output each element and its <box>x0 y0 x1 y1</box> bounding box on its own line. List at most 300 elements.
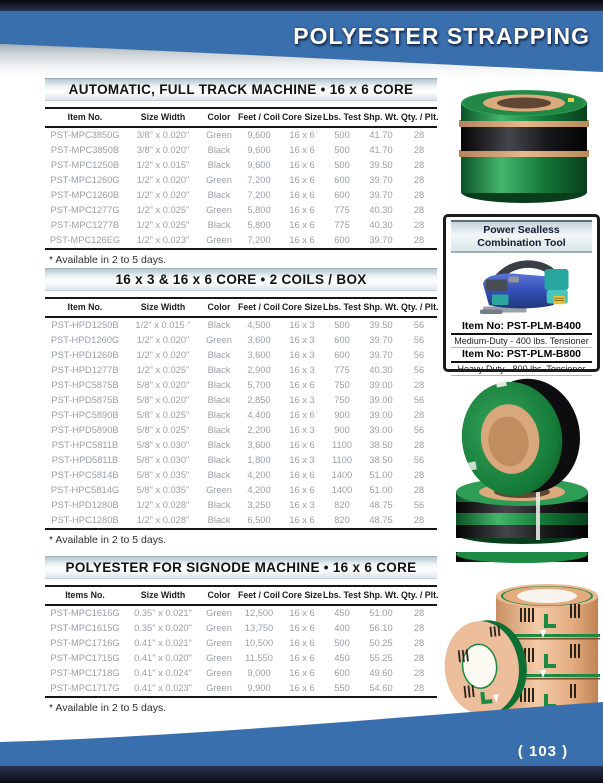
table-row <box>45 498 437 513</box>
table-cell: 820 <box>334 500 350 510</box>
table-cell: 28 <box>413 623 425 633</box>
table-cell: 5/8" x 0.035" <box>136 470 190 480</box>
table-cell: 600 <box>334 350 350 360</box>
table-cell: 39.00 <box>369 425 393 435</box>
table-cell: PST-HPD1260B <box>51 350 119 360</box>
table-cell: 3,250 <box>247 500 271 510</box>
table-cell: 900 <box>334 410 350 420</box>
column-header: Lbs. Test <box>323 302 361 312</box>
table-cell: PST-MPC1250B <box>50 160 120 170</box>
table-cell: 16 x 6 <box>289 608 315 618</box>
table-cell: 1100 <box>332 455 352 465</box>
table-cell: Black <box>207 320 231 330</box>
table-cell: 0.41" x 0.024" <box>134 668 192 678</box>
table-cell: Black <box>207 350 231 360</box>
table-cell: Black <box>207 380 231 390</box>
table-cell: 600 <box>334 668 350 678</box>
tool-promo-box <box>443 214 600 372</box>
table-cell: 28 <box>413 205 425 215</box>
table-cell: 1/2" x 0.028" <box>136 515 190 525</box>
table-cell: 1/2" x 0.020" <box>136 335 190 345</box>
table-cell: 7,200 <box>247 190 271 200</box>
table-cell: 1/2" x 0.028" <box>136 500 190 510</box>
table-cell: 56 <box>413 335 425 345</box>
table-cell: 2,200 <box>247 425 271 435</box>
table-cell: 39.50 <box>369 160 393 170</box>
table-cell: Black <box>207 395 231 405</box>
table-cell: 16 x 6 <box>289 175 315 185</box>
table-cell: 16 x 6 <box>289 220 315 230</box>
table-cell: 16 x 3 <box>289 320 315 330</box>
column-header: Size Width <box>140 112 186 122</box>
table-cell: 16 x 6 <box>289 190 315 200</box>
table-cell: 28 <box>413 175 425 185</box>
table-cell: 39.00 <box>369 410 393 420</box>
table-cell: 39.00 <box>369 380 393 390</box>
table-row <box>45 378 437 393</box>
table-row <box>45 363 437 378</box>
table-cell: 50.25 <box>369 638 393 648</box>
column-header: Core Size <box>281 112 323 122</box>
table-row <box>45 453 437 468</box>
table-cell: 1100 <box>332 440 352 450</box>
table-cell: 820 <box>334 515 350 525</box>
table-cell: 500 <box>334 638 350 648</box>
table-row <box>45 621 437 636</box>
table-row <box>45 666 437 681</box>
table-cell: 56 <box>413 425 425 435</box>
table-row <box>45 143 437 158</box>
tool-title <box>451 220 592 253</box>
table-row <box>45 681 437 696</box>
table-cell: 5/8" x 0.020" <box>136 395 190 405</box>
table-signode-machine <box>45 556 437 714</box>
table-cell: 28 <box>413 145 425 155</box>
table-cell: 16 x 6 <box>289 145 315 155</box>
table-cell: Green <box>206 485 232 495</box>
table-cell: 600 <box>334 235 350 245</box>
table-cell: 56 <box>413 455 425 465</box>
table-cell: 28 <box>413 220 425 230</box>
column-header: Size Width <box>140 590 186 600</box>
table-row <box>45 233 437 248</box>
table-cell: 750 <box>334 395 350 405</box>
table-cell: 56 <box>413 350 425 360</box>
availability-note: * Available in 2 to 5 days. <box>49 254 167 266</box>
table-cell: 5,800 <box>247 220 271 230</box>
table-grid <box>45 107 437 250</box>
table-cell: 3,600 <box>247 440 271 450</box>
table-cell: 39.70 <box>369 350 393 360</box>
table-cell: 0.35" x 0.020" <box>134 623 192 633</box>
column-header: Qty. / Plt. <box>401 302 439 312</box>
table-cell: 56 <box>413 365 425 375</box>
table-cell: 16 x 3 <box>289 425 315 435</box>
table-header-row <box>45 297 437 318</box>
table-cell: PST-MPC1616G <box>50 608 120 618</box>
table-cell: 750 <box>334 380 350 390</box>
table-cell: 775 <box>334 365 350 375</box>
table-cell: Black <box>207 500 231 510</box>
table-cell: 500 <box>334 320 350 330</box>
table-cell: 16 x 6 <box>289 668 315 678</box>
table-cell: 40.30 <box>369 365 393 375</box>
table-cell: 28 <box>413 130 425 140</box>
table-cell: Green <box>206 683 232 693</box>
table-cell: Black <box>207 145 231 155</box>
table-cell: 39.70 <box>369 235 393 245</box>
availability-note: * Available in 2 to 5 days. <box>49 534 167 546</box>
table-cell: Black <box>207 515 231 525</box>
table-row <box>45 333 437 348</box>
table-cell: 56 <box>413 395 425 405</box>
table-cell: 16 x 3 <box>289 365 315 375</box>
table-cell: 10,500 <box>244 638 274 648</box>
table-cell: 39.70 <box>369 190 393 200</box>
table-cell: 4,500 <box>247 320 271 330</box>
table-cell: 400 <box>334 623 350 633</box>
table-cell: 48.75 <box>369 515 393 525</box>
table-cell: 2,900 <box>247 365 271 375</box>
table-cell: 16 x 6 <box>289 653 315 663</box>
table-cell: 1/2" x 0.020" <box>136 190 190 200</box>
table-cell: 500 <box>334 160 350 170</box>
table-cell: 16 x 3 <box>289 350 315 360</box>
table-row <box>45 513 437 528</box>
table-cell: 16 x 6 <box>289 205 315 215</box>
table-cell: 1400 <box>331 470 353 480</box>
table-cell: PST-MPC1260G <box>50 175 120 185</box>
coil-upright-photo <box>436 374 600 546</box>
table-cell: 16 x 6 <box>289 638 315 648</box>
table-cell: 0.41" x 0.023" <box>134 683 192 693</box>
table-cell: PST-MPC1716G <box>50 638 120 648</box>
table-cell: 13,750 <box>244 623 274 633</box>
table-cell: PST-MPC1615G <box>50 623 120 633</box>
column-header: Item No. <box>67 112 103 122</box>
table-cell: 28 <box>413 380 425 390</box>
table-cell: 16 x 6 <box>289 515 315 525</box>
tool-desc-b400: Medium-Duty - 400 lbs. Tensioner <box>451 335 592 348</box>
table-row <box>45 318 437 333</box>
page-title: POLYESTER STRAPPING <box>293 23 590 49</box>
table-cell: 51.00 <box>369 485 393 495</box>
column-header: Shp. Wt. <box>363 302 399 312</box>
table-cell: 9,600 <box>247 130 271 140</box>
column-header: Items No. <box>65 590 105 600</box>
table-header-row <box>45 107 437 128</box>
availability-note: * Available in 2 to 5 days. <box>49 702 167 714</box>
table-row <box>45 218 437 233</box>
table-cell: 41.70 <box>369 130 393 140</box>
table-cell: 450 <box>334 653 350 663</box>
table-row <box>45 173 437 188</box>
table-cell: 1/2" x 0.025" <box>136 365 190 375</box>
table-cell: 450 <box>334 608 350 618</box>
table-cell: 4,200 <box>247 470 271 480</box>
table-row <box>45 128 437 143</box>
column-header: Feet / Coil <box>237 590 281 600</box>
table-cell: 28 <box>413 160 425 170</box>
table-row <box>45 188 437 203</box>
table-cell: 11,550 <box>245 653 273 663</box>
table-cell: PST-HPD5811B <box>51 455 119 465</box>
table-cell: 775 <box>334 205 350 215</box>
table-cell: PST-MPC1718G <box>50 668 120 678</box>
table-cell: 900 <box>334 425 350 435</box>
table-cell: 49.60 <box>369 668 393 678</box>
column-header: Feet / Coil <box>237 112 281 122</box>
table-row <box>45 651 437 666</box>
table-cell: 51.00 <box>369 470 393 480</box>
table-cell: PST-MPC3850B <box>50 145 120 155</box>
table-cell: 500 <box>334 130 350 140</box>
tool-desc-b800: Heavy-Duty - 800 lbs. Tensioner <box>451 363 592 376</box>
tool-title-line1: Power Sealless <box>483 224 560 236</box>
tool-item-no-b800: Item No: PST-PLM-B800 <box>451 348 592 363</box>
table-cell: 2,850 <box>247 395 271 405</box>
table-cell: 16 x 3 <box>289 395 315 405</box>
table-cell: 3,600 <box>247 350 271 360</box>
table-cell: Black <box>207 455 231 465</box>
column-header: Shp. Wt. <box>363 112 399 122</box>
table-cell: PST-HPD5890B <box>51 425 119 435</box>
table-cell: 28 <box>413 638 425 648</box>
table-cell: 38.50 <box>369 440 393 450</box>
table-cell: 1/2" x 0.025" <box>136 220 190 230</box>
table-cell: 6,500 <box>247 515 271 525</box>
table-row <box>45 408 437 423</box>
column-header: Size Width <box>140 302 186 312</box>
table-cell: 9,900 <box>247 683 271 693</box>
table-cell: 600 <box>334 190 350 200</box>
table-cell: 1/2" x 0.020" <box>136 175 190 185</box>
table-cell: 28 <box>413 668 425 678</box>
table-cell: 3/8" x 0.020" <box>136 145 190 155</box>
column-header: Lbs. Test <box>323 112 361 122</box>
table-row <box>45 606 437 621</box>
table-cell: 600 <box>334 175 350 185</box>
table-cell: 550 <box>334 683 350 693</box>
column-header: Color <box>207 590 231 600</box>
table-cell: 16 x 3 <box>289 335 315 345</box>
table-cell: 56.10 <box>369 623 393 633</box>
table-cell: 16 x 6 <box>289 623 315 633</box>
table-cell: 51.00 <box>369 608 393 618</box>
table-cell: Green <box>206 608 232 618</box>
table-cell: 3/8" x 0.020" <box>136 130 190 140</box>
table-cell: 9,600 <box>247 160 271 170</box>
table-cell: Green <box>206 175 232 185</box>
table-cell: 54.60 <box>369 683 393 693</box>
table-cell: Black <box>207 160 231 170</box>
table-cell: 16 x 6 <box>289 470 315 480</box>
table-title: AUTOMATIC, FULL TRACK MACHINE • 16 x 6 CORE <box>45 78 437 101</box>
table-cell: Green <box>206 130 232 140</box>
table-cell: 56 <box>413 320 425 330</box>
table-cell: 16 x 6 <box>289 380 315 390</box>
table-cell: Green <box>206 205 232 215</box>
table-cell: Green <box>206 623 232 633</box>
table-cell: PST-HPC5811B <box>51 440 119 450</box>
table-cell: 5/8" x 0.030" <box>136 455 190 465</box>
table-cell: 500 <box>334 145 350 155</box>
table-cell: 1/2" x 0.023" <box>136 235 190 245</box>
page-number: ( 103 ) <box>517 743 569 760</box>
table-cell: 16 x 3 <box>289 500 315 510</box>
table-cell: PST-MPC1277G <box>50 205 120 215</box>
table-automatic-full-track <box>45 78 437 266</box>
table-cell: 5/8" x 0.030" <box>136 440 190 450</box>
table-cell: 16 x 6 <box>289 683 315 693</box>
table-cell: 9,600 <box>247 145 271 155</box>
table-cell: 39.70 <box>369 175 393 185</box>
table-cell: PST-MPC3850G <box>50 130 120 140</box>
table-cell: 28 <box>413 653 425 663</box>
table-cell: 1/2" x 0.015 " <box>135 320 191 330</box>
table-cell: 5,800 <box>247 205 271 215</box>
table-cell: Black <box>207 440 231 450</box>
table-cell: 600 <box>334 335 350 345</box>
table-row <box>45 348 437 363</box>
table-cell: 28 <box>413 440 425 450</box>
column-header: Qty. / Plt. <box>401 112 439 122</box>
table-cell: 16 x 6 <box>289 485 315 495</box>
table-cell: PST-HPC5875B <box>51 380 119 390</box>
column-header: Lbs. Test <box>323 590 361 600</box>
table-cell: PST-MPC1717G <box>50 683 120 693</box>
column-header: Shp. Wt. <box>363 590 399 600</box>
table-cell: 16 x 6 <box>289 410 315 420</box>
column-header: Item No. <box>67 302 103 312</box>
table-cell: 5,700 <box>247 380 271 390</box>
table-header-row <box>45 585 437 606</box>
table-cell: PST-HPD1280B <box>51 500 119 510</box>
table-cell: 41.70 <box>369 145 393 155</box>
tool-item-no-b400: Item No: PST-PLM-B400 <box>451 320 592 335</box>
strapping-tool-photo <box>452 254 592 320</box>
column-header: Core Size <box>281 302 323 312</box>
table-cell: 9,000 <box>247 668 271 678</box>
table-cell: PST-HPC5814B <box>51 470 119 480</box>
table-cell: PST-HPC5814G <box>50 485 120 495</box>
table-cell: 1/2" x 0.025" <box>136 205 190 215</box>
table-row <box>45 158 437 173</box>
table-cell: 28 <box>413 410 425 420</box>
table-cell: PST-MPC126EG <box>49 235 121 245</box>
table-cell: 5/8" x 0.025" <box>136 425 190 435</box>
table-two-coils-box <box>45 268 437 546</box>
table-cell: Green <box>206 335 232 345</box>
table-row <box>45 393 437 408</box>
table-cell: 28 <box>413 235 425 245</box>
table-cell: 40.30 <box>369 205 393 215</box>
table-cell: 0.41" x 0.020" <box>134 653 192 663</box>
table-cell: Black <box>207 470 231 480</box>
table-cell: 1/2" x 0.020" <box>136 350 190 360</box>
table-cell: 1400 <box>331 485 353 495</box>
table-cell: 56 <box>413 500 425 510</box>
table-cell: 16 x 6 <box>289 160 315 170</box>
table-cell: Black <box>207 410 231 420</box>
table-cell: PST-HPC5890B <box>51 410 119 420</box>
table-cell: 39.50 <box>369 320 393 330</box>
table-cell: Green <box>206 653 232 663</box>
table-grid <box>45 585 437 698</box>
table-cell: 5/8" x 0.020" <box>136 380 190 390</box>
table-cell: 55.25 <box>369 653 393 663</box>
table-cell: 3,600 <box>247 335 271 345</box>
column-header: Core Size <box>281 590 323 600</box>
table-cell: 39.00 <box>369 395 393 405</box>
table-cell: PST-HPD5875B <box>51 395 119 405</box>
table-cell: 5/8" x 0.025" <box>136 410 190 420</box>
table-cell: 4,200 <box>247 485 271 495</box>
table-cell: PST-HPC1280B <box>51 515 119 525</box>
table-cell: 0.35" x 0.021" <box>134 608 192 618</box>
table-cell: PST-HPD1277B <box>51 365 119 375</box>
table-cell: 5/8" x 0.035" <box>136 485 190 495</box>
table-cell: 28 <box>413 683 425 693</box>
table-cell: Black <box>207 190 231 200</box>
table-cell: PST-MPC1277B <box>50 220 120 230</box>
table-cell: 38.50 <box>369 455 393 465</box>
tool-title-line2: Combination Tool <box>477 236 566 249</box>
table-cell: PST-MPC1260B <box>50 190 120 200</box>
column-header: Color <box>207 112 231 122</box>
table-cell: 28 <box>413 515 425 525</box>
table-cell: 28 <box>413 190 425 200</box>
table-cell: 28 <box>413 608 425 618</box>
table-cell: 48.75 <box>369 500 393 510</box>
table-cell: PST-MPC1715G <box>50 653 120 663</box>
table-cell: 28 <box>413 470 425 480</box>
table-cell: Black <box>207 220 231 230</box>
table-cell: 1/2" x 0.015" <box>136 160 190 170</box>
table-cell: 775 <box>334 220 350 230</box>
table-cell: 4,400 <box>247 410 271 420</box>
table-cell: Black <box>207 425 231 435</box>
table-cell: 7,200 <box>247 175 271 185</box>
table-cell: 40.30 <box>369 220 393 230</box>
table-cell: 1,800 <box>247 455 271 465</box>
table-cell: 39.70 <box>369 335 393 345</box>
table-cell: Green <box>206 235 232 245</box>
table-cell: 0.41" x 0.021" <box>134 638 192 648</box>
table-row <box>45 483 437 498</box>
table-row <box>45 438 437 453</box>
table-row <box>45 203 437 218</box>
table-title: 16 x 3 & 16 x 6 CORE • 2 COILS / BOX <box>45 268 437 291</box>
table-cell: Black <box>207 365 231 375</box>
table-cell: 16 x 3 <box>289 455 315 465</box>
table-cell: Green <box>206 638 232 648</box>
table-grid <box>45 297 437 530</box>
table-row <box>45 636 437 651</box>
table-cell: 16 x 6 <box>289 440 315 450</box>
table-cell: PST-HPD1250B <box>51 320 119 330</box>
table-cell: Green <box>206 668 232 678</box>
table-cell: 16 x 6 <box>289 130 315 140</box>
table-row <box>45 423 437 438</box>
table-cell: 28 <box>413 485 425 495</box>
column-header: Color <box>207 302 231 312</box>
column-header: Feet / Coil <box>237 302 281 312</box>
footer-swoosh <box>0 700 603 783</box>
table-title: POLYESTER FOR SIGNODE MACHINE • 16 x 6 CORE <box>45 556 437 579</box>
table-row <box>45 468 437 483</box>
table-cell: 16 x 6 <box>289 235 315 245</box>
